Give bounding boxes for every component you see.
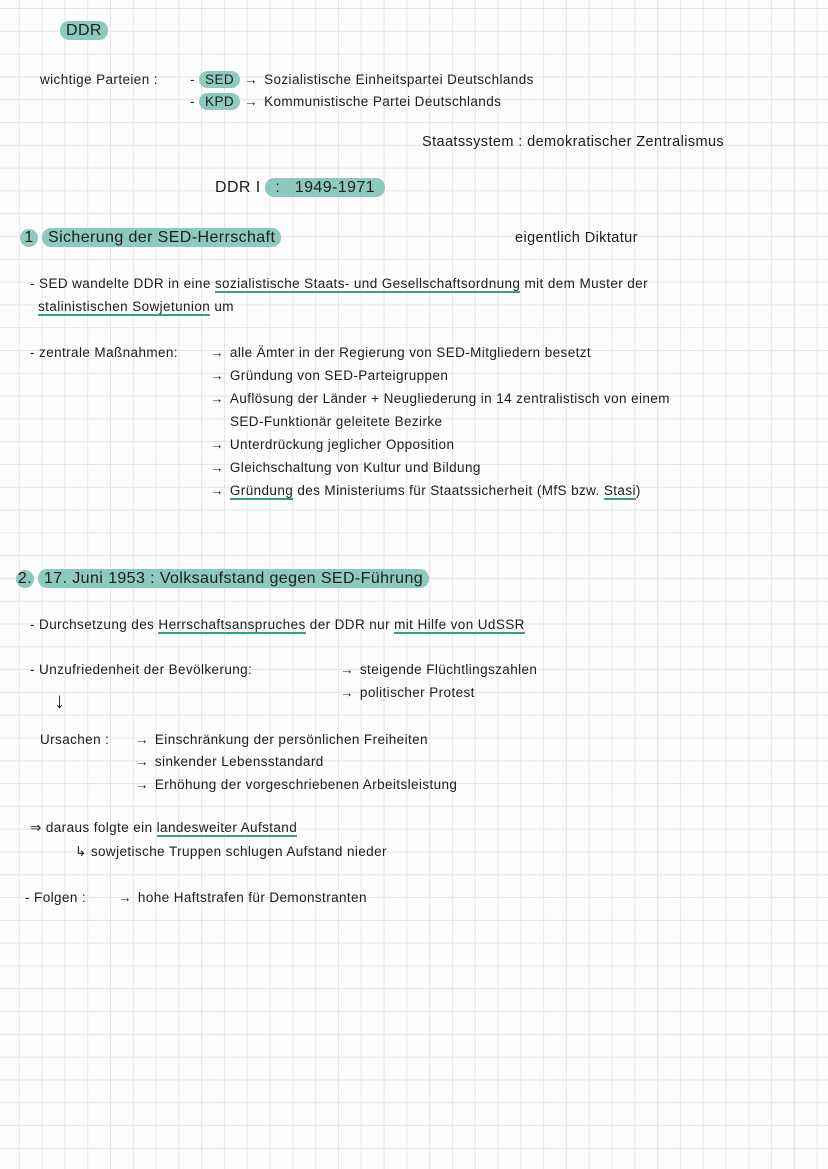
text: der DDR nur [309, 617, 390, 632]
arrow-icon: → [135, 754, 149, 769]
arrow-icon: → [210, 345, 224, 360]
arrow-icon: → [244, 94, 259, 109]
arrow-icon: → [118, 890, 132, 905]
section-number: 2. [17, 570, 33, 587]
period-label: DDR I [215, 179, 261, 196]
text: ) [635, 483, 641, 498]
measure-item [210, 482, 641, 500]
arrow-icon: → [135, 732, 149, 747]
down-arrow-icon: ↓ [54, 688, 66, 713]
text: Auflösung der Länder + Neugliederung in 14 zentralistisch von einem [229, 391, 670, 406]
underlined-text: landesweiter Aufstand [156, 820, 298, 835]
party-full: Kommunistische Partei Deutschlands [264, 94, 502, 109]
underlined-text: Stasi [603, 483, 636, 498]
section2-bullet [30, 616, 525, 634]
text: Einschränkung der persönlichen Freiheiten [154, 732, 428, 747]
arrow-icon: → [210, 368, 224, 383]
measure-item [210, 367, 448, 385]
discontent-label: - Unzufriedenheit der Bevölkerung: [30, 662, 253, 677]
section1-note: eigentlich Diktatur [515, 230, 638, 246]
party-full: Sozialistische Einheitspartei Deutschlands [264, 72, 534, 87]
text: alle Ämter in der Regierung von SED-Mitgliedern besetzt [229, 345, 592, 360]
section-title: Sicherung der SED-Herrschaft [42, 228, 281, 247]
party-abbr: KPD [199, 93, 240, 110]
arrow-icon: → [340, 662, 354, 677]
period-sep: : [275, 179, 281, 196]
cause-item [135, 731, 428, 749]
measure-item [210, 459, 481, 477]
measure-item-cont: SED-Funktionär geleitete Bezirke [230, 414, 443, 429]
section2-heading [16, 570, 429, 588]
period-highlight [265, 178, 385, 197]
text: - SED wandelte DDR in eine [30, 276, 211, 291]
text: Unterdrückung jeglicher Opposition [229, 437, 455, 452]
text: - Durchsetzung des [30, 617, 155, 632]
arrow-icon: → [210, 483, 224, 498]
underlined-text: sozialistische Staats- und Gesellschaftsordnung [214, 276, 521, 291]
text: Gründung von SED-Parteigruppen [229, 368, 449, 383]
staatssystem-label: Staatssystem : [422, 134, 523, 150]
text: politischer Protest [359, 685, 475, 700]
arrow-icon: → [210, 460, 224, 475]
measure-item [210, 344, 591, 362]
staatssystem-value: demokratischer Zentralismus [527, 134, 725, 150]
arrow-icon: → [135, 777, 149, 792]
cause-item [135, 776, 457, 794]
arrow-icon: → [210, 391, 224, 406]
measure-item [210, 390, 670, 408]
measures-label: - zentrale Maßnahmen: [30, 345, 178, 360]
discontent-item [340, 684, 475, 702]
title-text: DDR [60, 21, 108, 40]
text: sinkender Lebensstandard [154, 754, 324, 769]
staatssystem [422, 133, 724, 151]
underlined-text: Gründung [229, 483, 294, 498]
party-abbr: SED [199, 71, 240, 88]
section1-bullet [30, 275, 648, 293]
arrow-icon: → [244, 72, 259, 87]
text: ⇒ daraus folgte ein [30, 820, 153, 835]
text: steigende Flüchtlingszahlen [359, 662, 538, 677]
text: des Ministeriums für Staatssicherheit (MfS bzw. [297, 483, 600, 498]
underlined-text: stalinistischen Sowjetunion [38, 299, 211, 314]
text: mit dem Muster der [524, 276, 648, 291]
period-heading [215, 179, 385, 197]
underlined-text: Herrschaftsanspruches [158, 617, 306, 632]
consequences-label: - Folgen : [25, 890, 87, 905]
section-number: 1 [20, 229, 38, 247]
party-kpd: - KPD → Kommunistische Partei Deutschlands [190, 94, 502, 109]
cause-item [135, 753, 324, 771]
period-years: 1949-1971 [294, 179, 375, 196]
text: Gleichschaltung von Kultur und Bildung [229, 460, 481, 475]
causes-label: Ursachen : [40, 732, 110, 747]
text: Erhöhung der vorgeschriebenen Arbeitsleistung [154, 777, 458, 792]
result-line [30, 819, 297, 837]
arrow-icon: → [340, 685, 354, 700]
result-sub: ↳ sowjetische Truppen schlugen Aufstand nieder [75, 844, 387, 859]
section-title: 17. Juni 1953 : Volksaufstand gegen SED-Führung [38, 569, 429, 588]
text: um [214, 299, 234, 314]
text: hohe Haftstrafen für Demonstranten [137, 890, 367, 905]
section1-heading [20, 229, 281, 247]
section1-bullet-cont [38, 298, 234, 316]
parties-label: wichtige Parteien : [40, 72, 158, 87]
measure-item [210, 436, 454, 454]
discontent-item [340, 661, 537, 679]
page-title [60, 22, 108, 40]
underlined-text: mit Hilfe von UdSSR [394, 617, 525, 632]
consequence-item [118, 889, 367, 907]
party-sed: - SED → Sozialistische Einheitspartei Deutschlands [190, 72, 534, 87]
arrow-icon: → [210, 437, 224, 452]
